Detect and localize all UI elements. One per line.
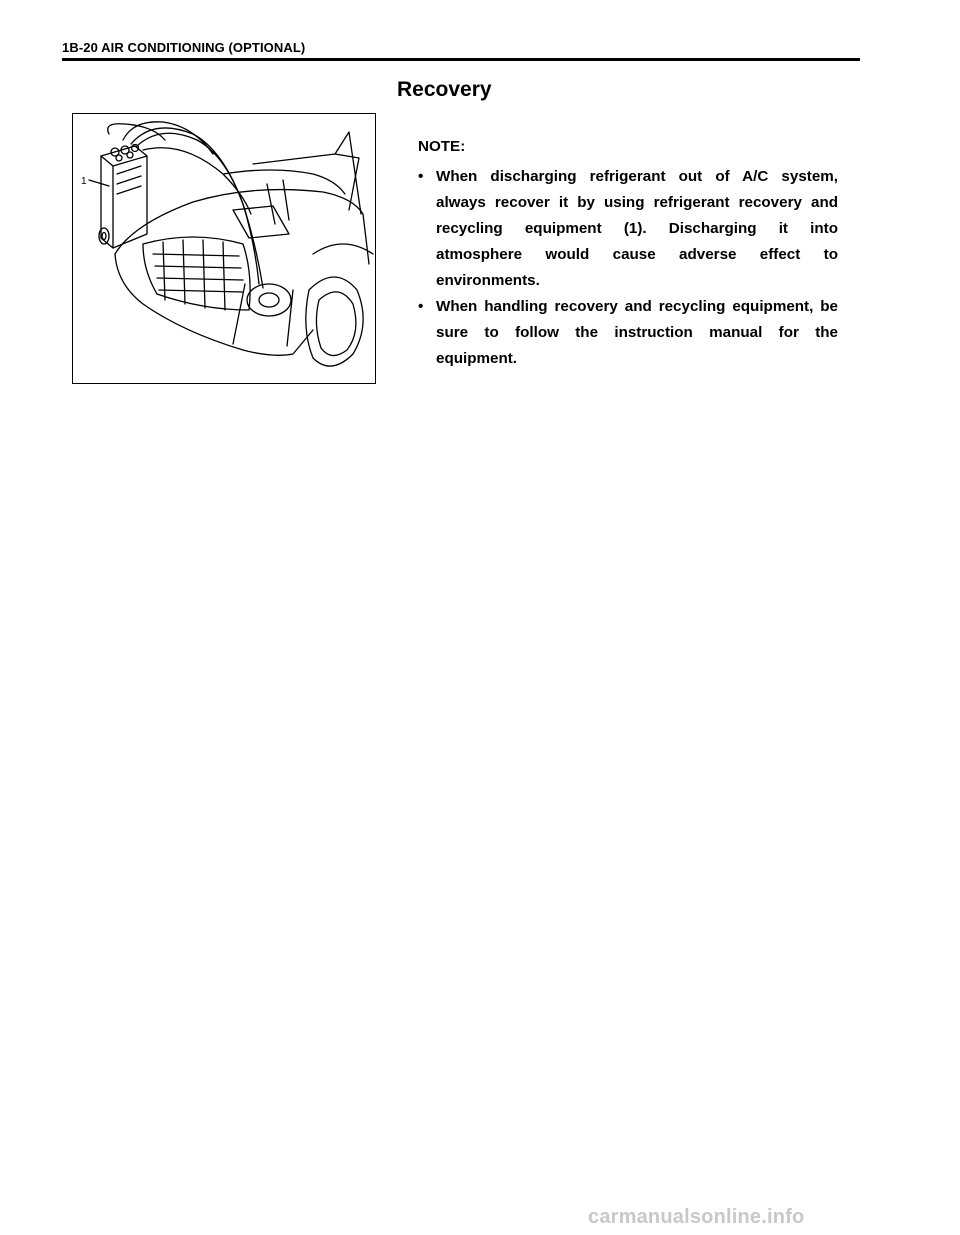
note-list bbox=[418, 164, 838, 372]
callout-leader bbox=[89, 180, 109, 186]
hoses bbox=[123, 122, 263, 288]
recovery-illustration bbox=[72, 113, 376, 384]
recovery-equipment-drawing bbox=[73, 114, 375, 383]
note-item-text: When handling recovery and recycling equipment, be sure to follow the instruction manual for the equipment. bbox=[436, 298, 838, 367]
note-block bbox=[418, 134, 838, 372]
note-item bbox=[418, 294, 838, 372]
callout-label-1: 1 bbox=[81, 176, 87, 187]
page-header: 1B-20 AIR CONDITIONING (OPTIONAL) bbox=[62, 40, 306, 55]
bullet-icon: • bbox=[418, 298, 424, 315]
note-item bbox=[418, 164, 838, 294]
bullet-icon: • bbox=[418, 168, 424, 185]
note-label: NOTE: bbox=[418, 138, 466, 155]
header-rule bbox=[62, 58, 860, 61]
footer-watermark: carmanualsonline.info bbox=[588, 1206, 805, 1228]
vehicle-front bbox=[115, 132, 373, 366]
note-item-text: When discharging refrigerant out of A/C system, always recover it by using refrigerant recovery and recycling equipment (1). Discharging it into atmosphere would cause adverse effect to environments. bbox=[436, 168, 838, 289]
section-title: Recovery bbox=[397, 78, 492, 101]
